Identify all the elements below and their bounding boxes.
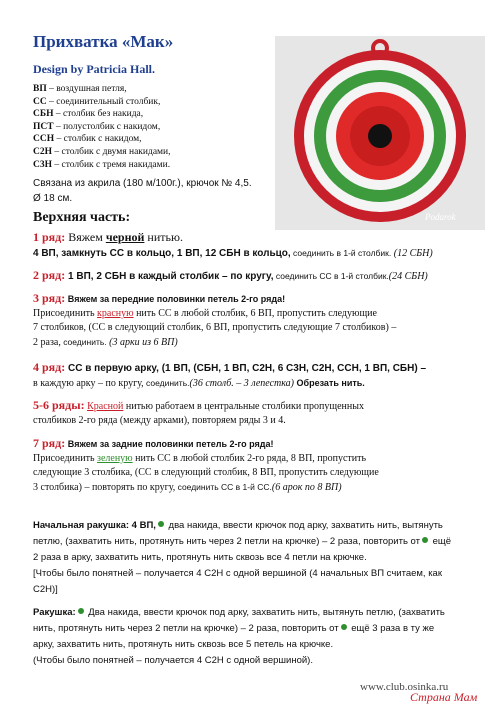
abbr-item: СБН – столбик без накида, bbox=[33, 109, 144, 120]
logo-text: Страна Мам bbox=[410, 690, 478, 704]
abbreviations-list bbox=[33, 83, 171, 171]
poppy-potholder-image bbox=[275, 36, 485, 230]
row-4: 4 ряд: СС в первую арку, (1 ВП, (СБН, 1 ВП, С2Н, 6 С3Н, С2Н, ССН, 1 ВП, СБН) – в каждую арку – по кругу, соединить.(36 столб. – 3 лепестка) Обрезать нить. bbox=[33, 360, 427, 389]
page-title: Прихватка «Мак» bbox=[33, 32, 174, 51]
row-1: 1 ряд: Вяжем черной нитью. 4 ВП, замкнуть СС в кольцо, 1 ВП, 12 СБН в кольцо, соединить в 1-й столбик. (12 СБН) bbox=[33, 230, 433, 259]
abbr-item: ВП – воздушная петля, bbox=[33, 84, 127, 94]
shell: Ракушка: Два накида, ввести крючок под арку, захватить нить, вытянуть петлю, (захватить нить, протянуть нить через 2 петли на крючке) – 2 раза, повторить от ещё 3 раза в ту же арку, захватить нить, протянуть нить сквозь все 5 петель на крючке. (Чтобы было понятней – получается 4 С2Н с одной вершиной). bbox=[33, 607, 445, 666]
section-heading: Верхняя часть: bbox=[33, 210, 131, 225]
starting-shell: Начальная ракушка: 4 ВП, два накида, ввести крючок под арку, захватить нить, вытянуть петлю, (захватить нить, протянуть нить через 2 петли на крючке) – 2 раза, повторить от ещё 2 раза в арку, захватить нить, протянуть нить сквозь все 4 петли на крючке. [Чтобы было понятней – получается 4 С2Н с одной вершиной (4 начальных ВП считаем, как С2Н)] bbox=[33, 520, 452, 595]
potholder-photo bbox=[275, 36, 485, 230]
yarn-info: Связана из акрила (180 м/100г.), крючок № 4,5. Ø 18 см. bbox=[33, 178, 252, 204]
design-credit: Design by Patricia Hall. bbox=[33, 62, 155, 76]
abbr-item: ПСТ – полустолбик с накидом, bbox=[33, 121, 161, 132]
green-dot-icon bbox=[158, 521, 164, 527]
photo-caption: Podarok bbox=[425, 212, 456, 222]
abbr-item: ССН – столбик с накидом, bbox=[33, 134, 142, 145]
green-dot-icon bbox=[422, 537, 428, 543]
row-3: 3 ряд: Вяжем за передние половинки петель 2-го ряда! Присоединить красную нить СС в любой столбик, 6 ВП, пропустить следующие 7 столбиков, (СС в следующий столбик, 6 ВП, пропустить следующие 7 столбиков) – 2 раза, соединить. (3 арки из 6 ВП) bbox=[33, 291, 397, 348]
green-dot-icon bbox=[341, 624, 347, 630]
row-7: 7 ряд: Вяжем за задние половинки петель 2-го ряда! Присоединить зеленую нить СС в любой столбик 2-го ряда, 8 ВП, пропустить следующие 3 столбика, (СС в следующий столбик, 8 ВП, пропустить следующие 3 столбика) – повторять по кругу, соединить СС в 1-й СС.(6 арок по 8 ВП) bbox=[33, 436, 379, 493]
row-2: 2 ряд: 1 ВП, 2 СБН в каждый столбик – по кругу, соединить СС в 1-й столбик.(24 СБН) bbox=[33, 268, 428, 282]
abbr-item: С3Н – столбик с тремя накидами. bbox=[33, 159, 171, 170]
abbr-item: С2Н – столбик с двумя накидами, bbox=[33, 146, 171, 157]
green-dot-icon bbox=[78, 608, 84, 614]
row-5-6: 5-6 ряды: Красной нитью работаем в центральные столбики пропущенных столбиков 2-го ряда (между арками), повторяем ряды 3 и 4. bbox=[33, 398, 364, 426]
abbr-item: СС – соединительный столбик, bbox=[33, 96, 161, 107]
site-url[interactable]: www.club.osinka.ru bbox=[360, 681, 449, 693]
